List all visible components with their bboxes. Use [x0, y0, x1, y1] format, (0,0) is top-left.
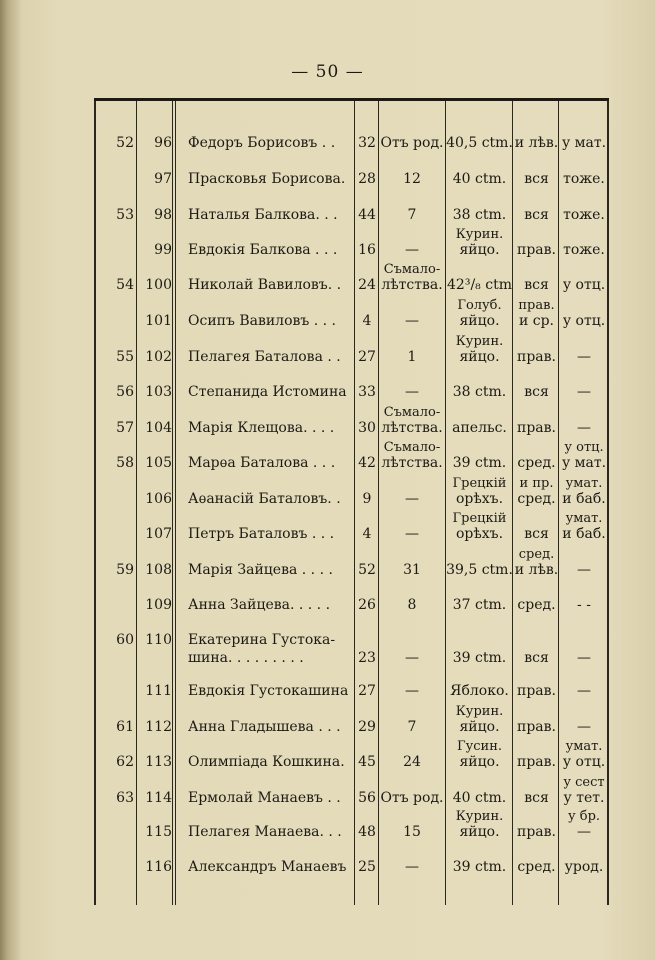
size: 40,5 ctm.	[446, 135, 513, 151]
duration: 31	[403, 562, 421, 578]
heredity-line1: у сест	[563, 775, 605, 790]
duration: 8	[407, 597, 417, 613]
heredity: и баб.	[562, 491, 606, 507]
entry-number: 103	[145, 384, 172, 400]
duration: —	[405, 242, 419, 258]
location: прав.	[517, 683, 556, 699]
entry-number: 98	[154, 207, 172, 223]
heredity: у мат.	[561, 135, 607, 151]
duration: лѣтства.	[381, 420, 443, 436]
size: яйцо.	[459, 719, 500, 735]
heredity: тоже.	[563, 207, 605, 223]
heredity: —	[577, 562, 591, 578]
person-name: Анна Гладышева . . .	[188, 719, 341, 735]
duration-line1: Съмало-	[383, 405, 441, 420]
person-name: Олимпіада Кошкина.	[188, 754, 345, 770]
size: 42³/₈ ctm	[447, 277, 512, 293]
size: яйцо.	[459, 824, 500, 840]
heredity: тоже.	[563, 242, 605, 258]
location: и лѣв.	[514, 562, 559, 578]
table-row	[0, 857, 655, 889]
duration: 7	[407, 719, 417, 735]
duration: —	[405, 313, 419, 329]
heredity: у отц.	[562, 313, 606, 329]
entry-number: 102	[145, 349, 172, 365]
entry-number: 97	[154, 171, 172, 187]
size: 39 ctm.	[452, 650, 507, 666]
case-number: 60	[116, 632, 134, 648]
table-row	[0, 595, 655, 627]
heredity: —	[577, 824, 591, 840]
heredity: тоже.	[563, 171, 605, 187]
duration: 12	[403, 171, 421, 187]
age: 56	[358, 790, 376, 806]
person-name: Евдокія Балкова . . .	[188, 242, 338, 258]
case-number: 59	[116, 562, 134, 578]
age: 33	[358, 384, 376, 400]
size: 38 ctm.	[452, 207, 507, 223]
person-name: Марія Клещова. . . .	[188, 420, 335, 436]
case-number: 61	[116, 719, 134, 735]
entry-number: 112	[145, 719, 172, 735]
location: и ср.	[518, 313, 555, 329]
location: сред.	[517, 455, 556, 471]
table-row	[0, 227, 655, 272]
entry-number: 116	[145, 859, 172, 875]
person-name: Николай Вавиловъ. .	[188, 277, 342, 293]
case-number: 63	[116, 790, 134, 806]
location: сред.	[517, 859, 556, 875]
heredity: и баб.	[562, 526, 606, 542]
location: вся	[524, 171, 549, 187]
age: 25	[358, 859, 376, 875]
heredity: —	[577, 683, 591, 699]
table-row	[0, 809, 655, 854]
entry-number: 105	[145, 455, 172, 471]
duration: —	[405, 491, 419, 507]
case-number: 57	[116, 420, 134, 436]
duration: —	[405, 384, 419, 400]
duration-line1: Съмало-	[383, 440, 441, 455]
location: вся	[524, 384, 549, 400]
person-name: Ермолай Манаевъ . .	[188, 790, 341, 806]
person-name: Анна Зайцева. . . . .	[188, 597, 331, 613]
location: вся	[524, 526, 549, 542]
heredity-line1: умат.	[565, 476, 603, 491]
location: прав.	[517, 824, 556, 840]
heredity: у мат.	[561, 455, 607, 471]
entry-number: 96	[154, 135, 172, 151]
table-row	[0, 648, 655, 680]
heredity: у отц.	[562, 277, 606, 293]
age: 26	[358, 597, 376, 613]
person-name: Петръ Баталовъ . . .	[188, 526, 335, 542]
location: прав.	[517, 420, 556, 436]
age: 52	[358, 562, 376, 578]
heredity-line1: у отц.	[564, 440, 604, 455]
duration: лѣтства.	[381, 277, 443, 293]
size: орѣхъ.	[455, 526, 504, 542]
case-number: 56	[116, 384, 134, 400]
size: яйцо.	[459, 754, 500, 770]
person-name: Федоръ Борисовъ . .	[188, 135, 336, 151]
location-line1: сред.	[518, 547, 555, 562]
case-number: 55	[116, 349, 134, 365]
person-name: Александръ Манаевъ	[188, 859, 347, 875]
heredity: —	[577, 719, 591, 735]
person-name: шина. . . . . . . . .	[188, 650, 304, 666]
size: апельс.	[452, 420, 507, 436]
location: вся	[524, 277, 549, 293]
duration-line1: Съмало-	[383, 262, 441, 277]
heredity: —	[577, 349, 591, 365]
size-line1: Курин.	[455, 334, 504, 349]
size: 40 ctm.	[452, 790, 507, 806]
size-line1: Курин.	[455, 704, 504, 719]
age: 32	[358, 135, 376, 151]
heredity: у тет.	[563, 790, 605, 806]
location: сред.	[517, 491, 556, 507]
location: прав.	[517, 719, 556, 735]
size: 39 ctm.	[452, 455, 507, 471]
size-line1: Грецкій	[452, 476, 507, 491]
location: и лѣв.	[514, 135, 559, 151]
table-row	[0, 681, 655, 713]
age: 30	[358, 420, 376, 436]
person-name: Марѳа Баталова . . .	[188, 455, 336, 471]
heredity: - -	[577, 597, 591, 613]
heredity: —	[577, 420, 591, 436]
age: 48	[358, 824, 376, 840]
size-line1: Курин.	[455, 809, 504, 824]
table-row	[0, 704, 655, 749]
entry-number: 101	[145, 313, 172, 329]
size: орѣхъ.	[455, 491, 504, 507]
duration: —	[405, 683, 419, 699]
page-number: — 50 —	[291, 62, 364, 82]
entry-number: 99	[154, 242, 172, 258]
heredity-line1: умат.	[565, 739, 603, 754]
age: 27	[358, 683, 376, 699]
age: 23	[358, 650, 376, 666]
person-name: Пелагея Баталова . .	[188, 349, 341, 365]
size: яйцо.	[459, 242, 500, 258]
size-line1: Грецкій	[452, 511, 507, 526]
size-line1: Голуб.	[457, 298, 502, 313]
entry-number: 113	[145, 754, 172, 770]
table-row	[0, 382, 655, 414]
age: 24	[358, 277, 376, 293]
location: прав.	[517, 754, 556, 770]
size: 39 ctm.	[452, 859, 507, 875]
size-line1: Гусин.	[457, 739, 502, 754]
case-number: 62	[116, 754, 134, 770]
case-number: 53	[116, 207, 134, 223]
entry-number: 104	[145, 420, 172, 436]
heredity-line1: умат.	[565, 511, 603, 526]
entry-number: 109	[145, 597, 172, 613]
entry-number: 108	[145, 562, 172, 578]
size: 37 ctm.	[452, 597, 507, 613]
entry-number: 107	[145, 526, 172, 542]
table-row	[0, 547, 655, 592]
heredity: —	[577, 650, 591, 666]
person-name: Прасковья Борисова.	[188, 171, 346, 187]
table-row	[0, 775, 655, 820]
entry-number: 106	[145, 491, 172, 507]
case-number: 52	[116, 135, 134, 151]
duration: Отъ род.	[380, 135, 444, 151]
duration: 15	[403, 824, 421, 840]
table-row	[0, 298, 655, 343]
person-name: Евдокія Густокашина	[188, 683, 349, 699]
age: 9	[362, 491, 372, 507]
age: 4	[362, 313, 372, 329]
table-row	[0, 133, 655, 165]
duration: —	[405, 859, 419, 875]
entry-number: 110	[145, 632, 172, 648]
size: яйцо.	[459, 313, 500, 329]
entry-number: 111	[145, 683, 172, 699]
age: 29	[358, 719, 376, 735]
age: 42	[358, 455, 376, 471]
person-name: Осипъ Вавиловъ . . .	[188, 313, 336, 329]
age: 27	[358, 349, 376, 365]
location-line1: прав.	[518, 298, 555, 313]
duration: 24	[403, 754, 421, 770]
table-row	[0, 405, 655, 450]
entry-number: 114	[145, 790, 172, 806]
age: 45	[358, 754, 376, 770]
size: Яблоко.	[450, 683, 509, 699]
person-name: Пелагея Манаева. . .	[188, 824, 342, 840]
case-number: 58	[116, 455, 134, 471]
age: 28	[358, 171, 376, 187]
age: 16	[358, 242, 376, 258]
person-name: Екатерина Густока-	[188, 632, 336, 648]
heredity: —	[577, 384, 591, 400]
heredity: урод.	[564, 859, 604, 875]
person-name: Степанида Истомина	[188, 384, 347, 400]
duration: 7	[407, 207, 417, 223]
table-row	[0, 476, 655, 521]
age: 4	[362, 526, 372, 542]
size: 40 ctm.	[452, 171, 507, 187]
person-name: Аѳанасій Баталовъ. .	[188, 491, 341, 507]
location: сред.	[517, 597, 556, 613]
person-name: Марія Зайцева . . . .	[188, 562, 333, 578]
person-name: Наталья Балкова. . .	[188, 207, 338, 223]
table-row	[0, 334, 655, 379]
location-line1: и пр.	[519, 476, 554, 491]
size-line1: Курин.	[455, 227, 504, 242]
heredity: у отц.	[562, 754, 606, 770]
case-number: 54	[116, 277, 134, 293]
duration: 1	[407, 349, 417, 365]
table-row	[0, 169, 655, 201]
entry-number: 115	[145, 824, 172, 840]
location: вся	[524, 207, 549, 223]
location: вся	[524, 650, 549, 666]
location: вся	[524, 790, 549, 806]
size: 39,5 ctm.	[446, 562, 513, 578]
size: 38 ctm.	[452, 384, 507, 400]
duration: —	[405, 526, 419, 542]
entry-number: 100	[145, 277, 172, 293]
heredity-line1: у бр.	[567, 809, 601, 824]
duration: лѣтства.	[381, 455, 443, 471]
table-row	[0, 205, 655, 237]
duration: —	[405, 650, 419, 666]
size: яйцо.	[459, 349, 500, 365]
location: прав.	[517, 349, 556, 365]
age: 44	[358, 207, 376, 223]
duration: Отъ род.	[380, 790, 444, 806]
location: прав.	[517, 242, 556, 258]
table-row	[0, 739, 655, 784]
